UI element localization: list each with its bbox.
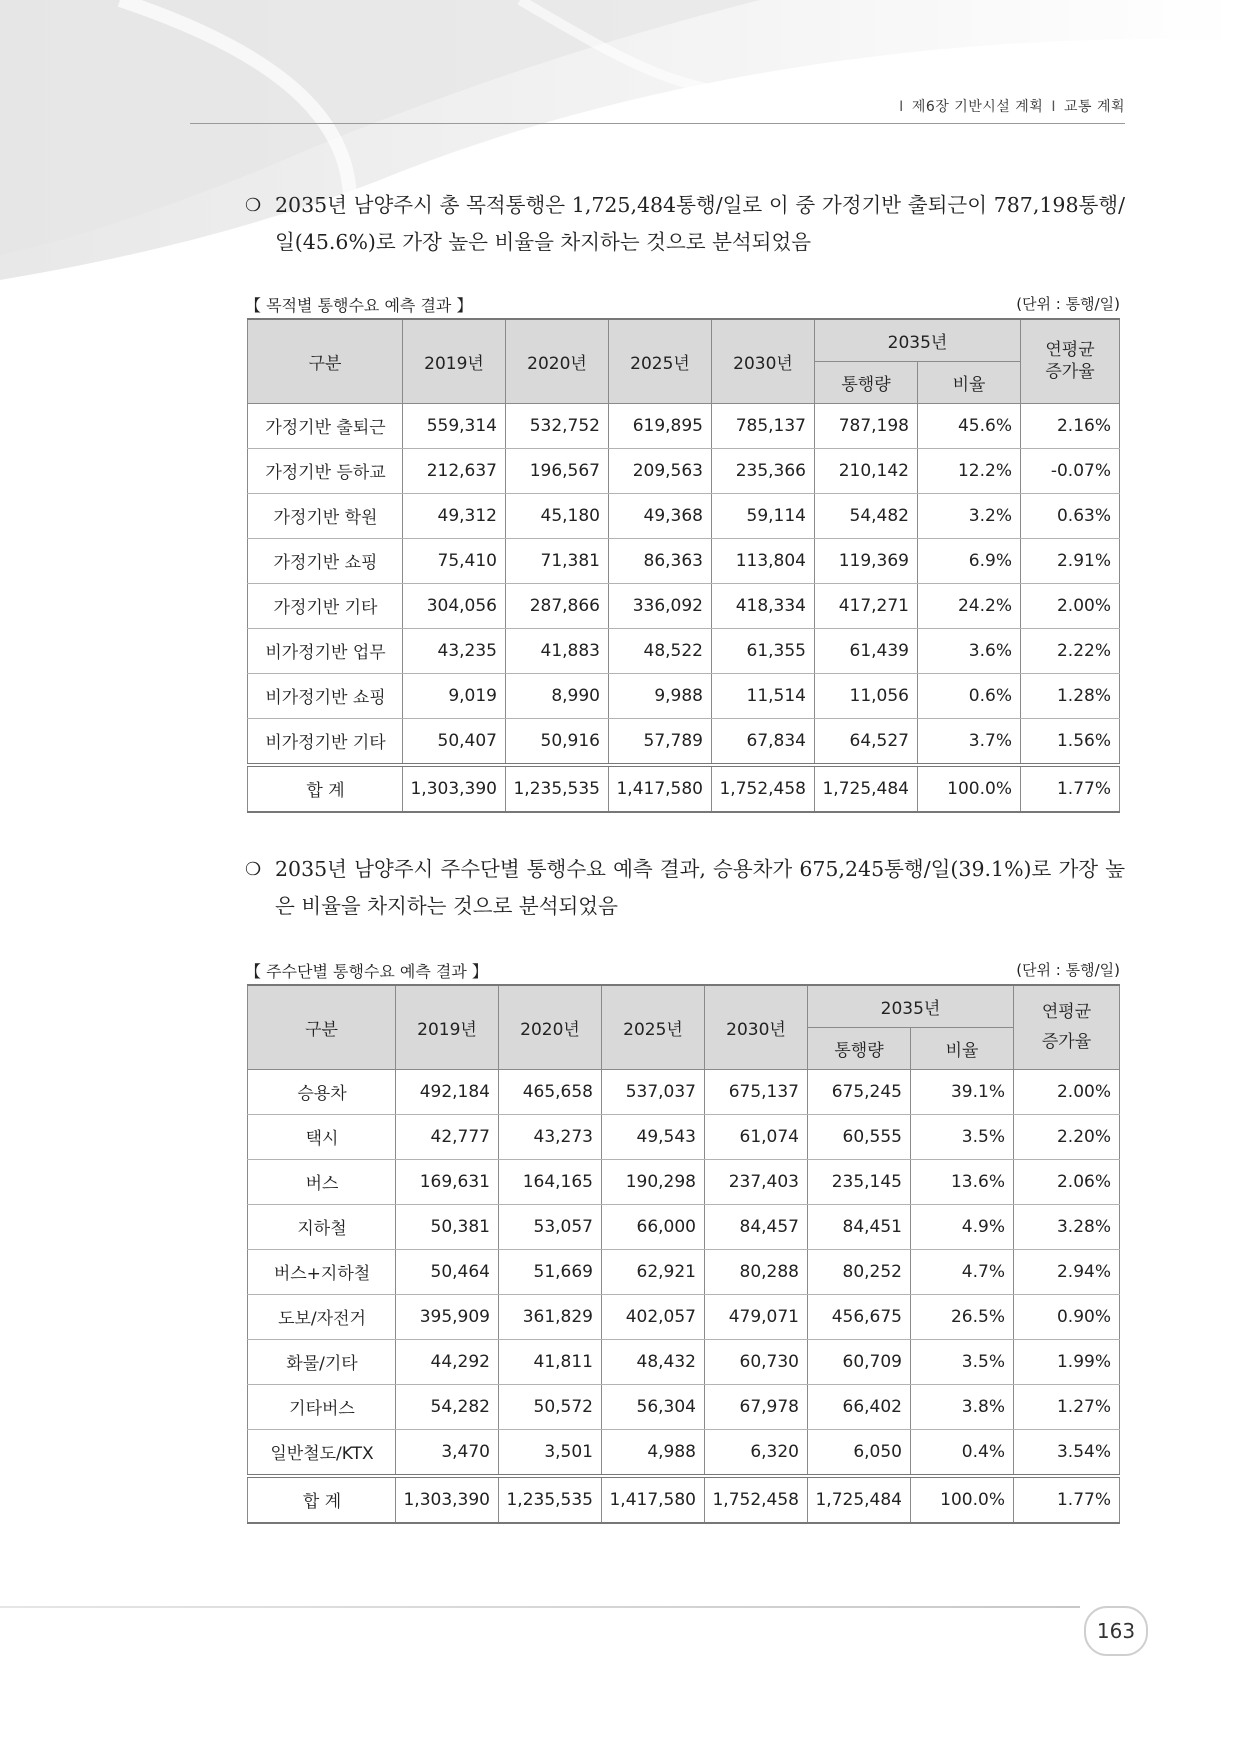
cell: 12.2% bbox=[918, 448, 1021, 493]
cell: 0.6% bbox=[918, 673, 1021, 718]
cell: 50,572 bbox=[499, 1384, 602, 1429]
cell: 1,752,458 bbox=[712, 765, 815, 812]
cell: 209,563 bbox=[609, 448, 712, 493]
table-row bbox=[248, 718, 1120, 765]
paragraph-purpose bbox=[245, 187, 1125, 261]
cell: 1,303,390 bbox=[396, 1476, 499, 1523]
table-row bbox=[248, 1114, 1120, 1159]
cell: 43,273 bbox=[499, 1114, 602, 1159]
cell: 1,303,390 bbox=[403, 765, 506, 812]
cell: 395,909 bbox=[396, 1294, 499, 1339]
table-row bbox=[248, 1294, 1120, 1339]
cell: 61,074 bbox=[705, 1114, 808, 1159]
cell: 169,631 bbox=[396, 1159, 499, 1204]
table-row bbox=[248, 493, 1120, 538]
row-label: 승용차 bbox=[248, 1069, 396, 1114]
cell: 3.8% bbox=[911, 1384, 1014, 1429]
col-2035: 2035년 bbox=[815, 319, 1021, 361]
cell: 417,271 bbox=[815, 583, 918, 628]
cell: 11,514 bbox=[712, 673, 815, 718]
cell: 67,834 bbox=[712, 718, 815, 765]
cell: 66,402 bbox=[808, 1384, 911, 1429]
col-ratio: 비율 bbox=[918, 361, 1021, 403]
cell: 210,142 bbox=[815, 448, 918, 493]
col-ratio: 비율 bbox=[911, 1027, 1014, 1069]
cell: 0.90% bbox=[1014, 1294, 1120, 1339]
cell: 49,543 bbox=[602, 1114, 705, 1159]
cell: 1,417,580 bbox=[602, 1476, 705, 1523]
cell: 3,501 bbox=[499, 1429, 602, 1476]
cell: 67,978 bbox=[705, 1384, 808, 1429]
circle-bullet-icon: ❍ bbox=[245, 859, 262, 880]
cell: 71,381 bbox=[506, 538, 609, 583]
col-volume: 통행량 bbox=[815, 361, 918, 403]
paragraph-mode bbox=[245, 851, 1125, 925]
table-row bbox=[248, 1339, 1120, 1384]
cell: 9,019 bbox=[403, 673, 506, 718]
table-row bbox=[248, 448, 1120, 493]
cell: 50,381 bbox=[396, 1204, 499, 1249]
table-row bbox=[248, 403, 1120, 448]
cell: 86,363 bbox=[609, 538, 712, 583]
cell: 9,988 bbox=[609, 673, 712, 718]
col-cagr: 연평균 증가율 bbox=[1014, 985, 1120, 1069]
header-chapter: 제6장 기반시설 계획 bbox=[911, 99, 1044, 115]
cell: 45,180 bbox=[506, 493, 609, 538]
cell: 50,464 bbox=[396, 1249, 499, 1294]
total-label: 합 계 bbox=[248, 765, 403, 812]
cell: 785,137 bbox=[712, 403, 815, 448]
table-row bbox=[248, 628, 1120, 673]
cell: 235,145 bbox=[808, 1159, 911, 1204]
paragraph-text: 2035년 남양주시 주수단별 통행수요 예측 결과, 승용차가 675,245통행/일(39.1%)로 가장 높은 비율을 차지하는 것으로 분석되었음 bbox=[275, 857, 1125, 918]
cell: 119,369 bbox=[815, 538, 918, 583]
cell: 1.56% bbox=[1021, 718, 1120, 765]
circle-bullet-icon: ❍ bbox=[245, 195, 262, 216]
table-row bbox=[248, 1249, 1120, 1294]
cell: 3.5% bbox=[911, 1339, 1014, 1384]
cell: 3.2% bbox=[918, 493, 1021, 538]
cell: 56,304 bbox=[602, 1384, 705, 1429]
cell: 2.06% bbox=[1014, 1159, 1120, 1204]
header-rule bbox=[190, 123, 1125, 124]
cell: 84,451 bbox=[808, 1204, 911, 1249]
table-row bbox=[248, 1159, 1120, 1204]
cell: 418,334 bbox=[712, 583, 815, 628]
purpose-trip-table bbox=[247, 318, 1120, 813]
cell: 50,407 bbox=[403, 718, 506, 765]
cell: 4,988 bbox=[602, 1429, 705, 1476]
cell: 26.5% bbox=[911, 1294, 1014, 1339]
cell: 2.20% bbox=[1014, 1114, 1120, 1159]
cell: 237,403 bbox=[705, 1159, 808, 1204]
cell: 2.94% bbox=[1014, 1249, 1120, 1294]
col-2025: 2025년 bbox=[609, 319, 712, 403]
cell: 537,037 bbox=[602, 1069, 705, 1114]
cell: 3.7% bbox=[918, 718, 1021, 765]
row-label: 가정기반 쇼핑 bbox=[248, 538, 403, 583]
row-label: 가정기반 등하교 bbox=[248, 448, 403, 493]
cell: 11,056 bbox=[815, 673, 918, 718]
cell: 51,669 bbox=[499, 1249, 602, 1294]
cell: 84,457 bbox=[705, 1204, 808, 1249]
cell: 3.54% bbox=[1014, 1429, 1120, 1476]
cell: 1,725,484 bbox=[815, 765, 918, 812]
cell: 45.6% bbox=[918, 403, 1021, 448]
cell: 2.00% bbox=[1021, 583, 1120, 628]
cell: 3.6% bbox=[918, 628, 1021, 673]
cell: 66,000 bbox=[602, 1204, 705, 1249]
cell: 196,567 bbox=[506, 448, 609, 493]
cell: 43,235 bbox=[403, 628, 506, 673]
cell: 1,235,535 bbox=[499, 1476, 602, 1523]
row-label: 가정기반 학원 bbox=[248, 493, 403, 538]
row-label: 기타버스 bbox=[248, 1384, 396, 1429]
cell: 48,522 bbox=[609, 628, 712, 673]
cell: 44,292 bbox=[396, 1339, 499, 1384]
cell: 75,410 bbox=[403, 538, 506, 583]
row-label: 화물/기타 bbox=[248, 1339, 396, 1384]
row-label: 도보/자전거 bbox=[248, 1294, 396, 1339]
cell: 100.0% bbox=[918, 765, 1021, 812]
cell: 41,811 bbox=[499, 1339, 602, 1384]
cell: 57,789 bbox=[609, 718, 712, 765]
cell: 235,366 bbox=[712, 448, 815, 493]
cell: 1,417,580 bbox=[609, 765, 712, 812]
table-row bbox=[248, 1384, 1120, 1429]
cell: 60,555 bbox=[808, 1114, 911, 1159]
cell: 2.91% bbox=[1021, 538, 1120, 583]
cell: 164,165 bbox=[499, 1159, 602, 1204]
col-category: 구분 bbox=[248, 319, 403, 403]
cell: 336,092 bbox=[609, 583, 712, 628]
row-label: 비가정기반 기타 bbox=[248, 718, 403, 765]
page-number: 163 bbox=[1084, 1606, 1148, 1656]
cell: 8,990 bbox=[506, 673, 609, 718]
cell: 1.77% bbox=[1014, 1476, 1120, 1523]
row-label: 가정기반 기타 bbox=[248, 583, 403, 628]
cell: 49,368 bbox=[609, 493, 712, 538]
cell: 42,777 bbox=[396, 1114, 499, 1159]
cell: 0.4% bbox=[911, 1429, 1014, 1476]
cell: 4.9% bbox=[911, 1204, 1014, 1249]
col-2035: 2035년 bbox=[808, 985, 1014, 1027]
cell: 2.22% bbox=[1021, 628, 1120, 673]
running-header bbox=[891, 96, 1125, 116]
cell: 62,921 bbox=[602, 1249, 705, 1294]
col-volume: 통행량 bbox=[808, 1027, 911, 1069]
cell: 4.7% bbox=[911, 1249, 1014, 1294]
cell: 61,355 bbox=[712, 628, 815, 673]
cell: 24.2% bbox=[918, 583, 1021, 628]
table1-caption: 【 목적별 통행수요 예측 결과 】 bbox=[245, 296, 473, 315]
cell: 2.16% bbox=[1021, 403, 1120, 448]
col-2030: 2030년 bbox=[705, 985, 808, 1069]
row-label: 비가정기반 업무 bbox=[248, 628, 403, 673]
table-row bbox=[248, 538, 1120, 583]
cell: 456,675 bbox=[808, 1294, 911, 1339]
header-section: 교통 계획 bbox=[1063, 99, 1125, 115]
cell: 50,916 bbox=[506, 718, 609, 765]
table-row bbox=[248, 1069, 1120, 1114]
table-row bbox=[248, 583, 1120, 628]
cell: 59,114 bbox=[712, 493, 815, 538]
cell: 787,198 bbox=[815, 403, 918, 448]
cell: 0.63% bbox=[1021, 493, 1120, 538]
cell: 304,056 bbox=[403, 583, 506, 628]
cell: 1,235,535 bbox=[506, 765, 609, 812]
cell: 3.5% bbox=[911, 1114, 1014, 1159]
cell: 1.77% bbox=[1021, 765, 1120, 812]
cell: 1,725,484 bbox=[808, 1476, 911, 1523]
cell: 1.28% bbox=[1021, 673, 1120, 718]
cell: 287,866 bbox=[506, 583, 609, 628]
row-label: 비가정기반 쇼핑 bbox=[248, 673, 403, 718]
cell: 48,432 bbox=[602, 1339, 705, 1384]
cell: 1.99% bbox=[1014, 1339, 1120, 1384]
table-total-row bbox=[248, 1476, 1120, 1523]
table1-unit: (단위 : 통행/일) bbox=[1016, 295, 1120, 313]
cell: -0.07% bbox=[1021, 448, 1120, 493]
row-label: 버스+지하철 bbox=[248, 1249, 396, 1294]
table1-caption-row bbox=[245, 293, 1120, 316]
cell: 402,057 bbox=[602, 1294, 705, 1339]
cell: 113,804 bbox=[712, 538, 815, 583]
col-cagr: 연평균 증가율 bbox=[1021, 319, 1120, 403]
col-2019: 2019년 bbox=[403, 319, 506, 403]
cell: 54,282 bbox=[396, 1384, 499, 1429]
cell: 3.28% bbox=[1014, 1204, 1120, 1249]
cell: 675,245 bbox=[808, 1069, 911, 1114]
cell: 61,439 bbox=[815, 628, 918, 673]
cell: 532,752 bbox=[506, 403, 609, 448]
cell: 54,482 bbox=[815, 493, 918, 538]
col-2020: 2020년 bbox=[499, 985, 602, 1069]
paragraph-text: 2035년 남양주시 총 목적통행은 1,725,484통행/일로 이 중 가정기반 출퇴근이 787,198통행/일(45.6%)로 가장 높은 비율을 차지하는 것으로 분석되었음 bbox=[275, 193, 1125, 254]
row-label: 버스 bbox=[248, 1159, 396, 1204]
col-2025: 2025년 bbox=[602, 985, 705, 1069]
cell: 212,637 bbox=[403, 448, 506, 493]
cell: 53,057 bbox=[499, 1204, 602, 1249]
cell: 465,658 bbox=[499, 1069, 602, 1114]
table2-caption: 【 주수단별 통행수요 예측 결과 】 bbox=[245, 962, 488, 981]
table2-unit: (단위 : 통행/일) bbox=[1016, 961, 1120, 979]
cell: 13.6% bbox=[911, 1159, 1014, 1204]
cell: 361,829 bbox=[499, 1294, 602, 1339]
cell: 39.1% bbox=[911, 1069, 1014, 1114]
cell: 41,883 bbox=[506, 628, 609, 673]
table-row bbox=[248, 1204, 1120, 1249]
header-separator: Ⅰ bbox=[899, 99, 904, 115]
cell: 619,895 bbox=[609, 403, 712, 448]
col-2019: 2019년 bbox=[396, 985, 499, 1069]
row-label: 일반철도/KTX bbox=[248, 1429, 396, 1476]
cell: 80,252 bbox=[808, 1249, 911, 1294]
cell: 49,312 bbox=[403, 493, 506, 538]
cell: 190,298 bbox=[602, 1159, 705, 1204]
cell: 559,314 bbox=[403, 403, 506, 448]
cell: 60,730 bbox=[705, 1339, 808, 1384]
table2-caption-row bbox=[245, 959, 1120, 982]
table-total-row bbox=[248, 765, 1120, 812]
col-2030: 2030년 bbox=[712, 319, 815, 403]
cell: 479,071 bbox=[705, 1294, 808, 1339]
cell: 6,320 bbox=[705, 1429, 808, 1476]
col-category: 구분 bbox=[248, 985, 396, 1069]
cell: 80,288 bbox=[705, 1249, 808, 1294]
cell: 100.0% bbox=[911, 1476, 1014, 1523]
cell: 6.9% bbox=[918, 538, 1021, 583]
table-row bbox=[248, 673, 1120, 718]
cell: 64,527 bbox=[815, 718, 918, 765]
cell: 1.27% bbox=[1014, 1384, 1120, 1429]
cell: 6,050 bbox=[808, 1429, 911, 1476]
total-label: 합 계 bbox=[248, 1476, 396, 1523]
row-label: 택시 bbox=[248, 1114, 396, 1159]
cell: 675,137 bbox=[705, 1069, 808, 1114]
footer-rule bbox=[0, 1606, 1080, 1608]
cell: 2.00% bbox=[1014, 1069, 1120, 1114]
cell: 1,752,458 bbox=[705, 1476, 808, 1523]
mode-trip-table bbox=[247, 984, 1120, 1524]
cell: 60,709 bbox=[808, 1339, 911, 1384]
row-label: 지하철 bbox=[248, 1204, 396, 1249]
cell: 3,470 bbox=[396, 1429, 499, 1476]
cell: 492,184 bbox=[396, 1069, 499, 1114]
header-separator: Ⅰ bbox=[1051, 99, 1056, 115]
col-2020: 2020년 bbox=[506, 319, 609, 403]
row-label: 가정기반 출퇴근 bbox=[248, 403, 403, 448]
table-row bbox=[248, 1429, 1120, 1476]
